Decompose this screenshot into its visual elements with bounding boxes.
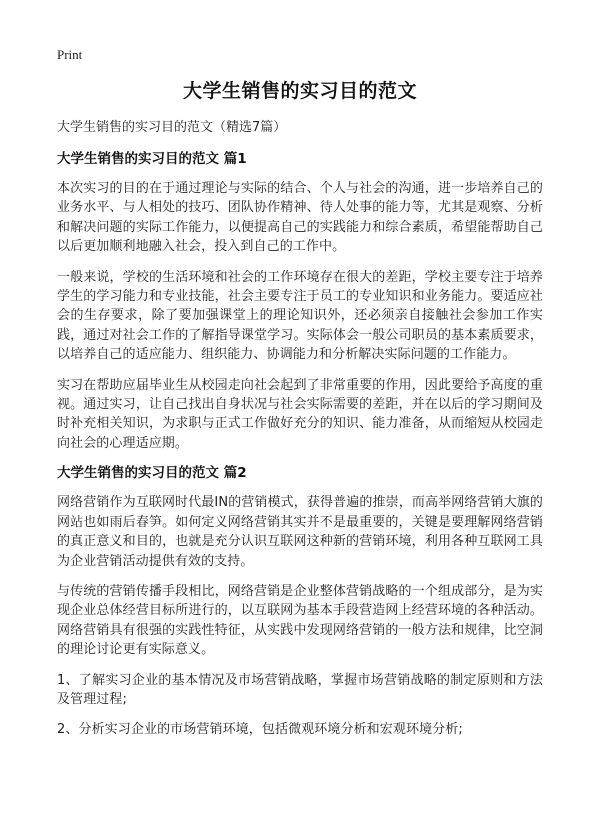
print-link[interactable]: Print	[57, 47, 83, 62]
section-2-paragraph-2: 与传统的营销传播手段相比，网络营销是企业整体营销战略的一个组成部分，是为实现企业总体经营目标所进行的，以互联网为基本手段营造网上经营环境的各种活动。网络营销具有很强的实践性特征，从实践中发现网络营销的一般方法和规律，比空洞的理论讨论更有实际意义。	[57, 583, 543, 658]
page-title: 大学生销售的实习目的范文	[182, 80, 417, 102]
section-1-paragraph-2: 一般来说，学校的生活环境和社会的工作环境存在很大的差距，学校主要专注于培养学生的学习能力和专业技能，社会主要专注于员工的专业知识和业务能力。要适应社会的生存要求，除了要加强课堂上的理论知识外，还必须亲自接触社会参加工作实践，通过对社会工作的了解指导课堂学习。实际体会一般公司职员的基本素质要求，以培养自己的适应能力、组织能力、协调能力和分析解决实际问题的工作能力。	[57, 269, 543, 363]
section-heading-2: 大学生销售的实习目的范文 篇2	[57, 465, 247, 482]
section-2-list-item-1: 1、了解实习企业的基本情况及市场营销战略，掌握市场营销战略的制定原则和方法及管理过程;	[57, 672, 543, 707]
document-body	[57, 119, 543, 751]
section-2-paragraph-1: 网络营销作为互联网时代最IN的营销模式，获得普遍的推崇，而高举网络营销大旗的网站也如雨后春笋。如何定义网络营销其实并不是最重要的，关键是要理解网络营销的真正意义和目的，也就是充分认识互联网这种新的营销环境，利用各种互联网工具为企业营销活动提供有效的支持。	[57, 495, 543, 569]
section-1-paragraph-1: 本次实习的目的在于通过理论与实际的结合、个人与社会的沟通，进一步培养自己的业务水平、与人相处的技巧、团队协作精神、待人处事的能力等，尤其是观察、分析和解决问题的实际工作能力，以便提高自己的实践能力和综合素质，希望能帮助自己以后更加顺利地融入社会，投入到自己的工作中。	[57, 181, 543, 255]
section-2-list-item-2: 2、分析实习企业的市场营销环境，包括微观环境分析和宏观环境分析;	[57, 722, 463, 738]
section-1-paragraph-3: 实习在帮助应届毕业生从校园走向社会起到了非常重要的作用，因此要给予高度的重视。通过实习，让自己找出自身状况与社会实际需要的差距，并在以后的学习期间及时补充相关知识，为求职与正式工作做好充分的知识、能力准备，从而缩短从校园走向社会的心理适应期。	[57, 377, 543, 451]
section-heading-1: 大学生销售的实习目的范文 篇1	[57, 151, 247, 167]
document-subtitle: 大学生销售的实习目的范文（精选7篇）	[57, 120, 287, 135]
